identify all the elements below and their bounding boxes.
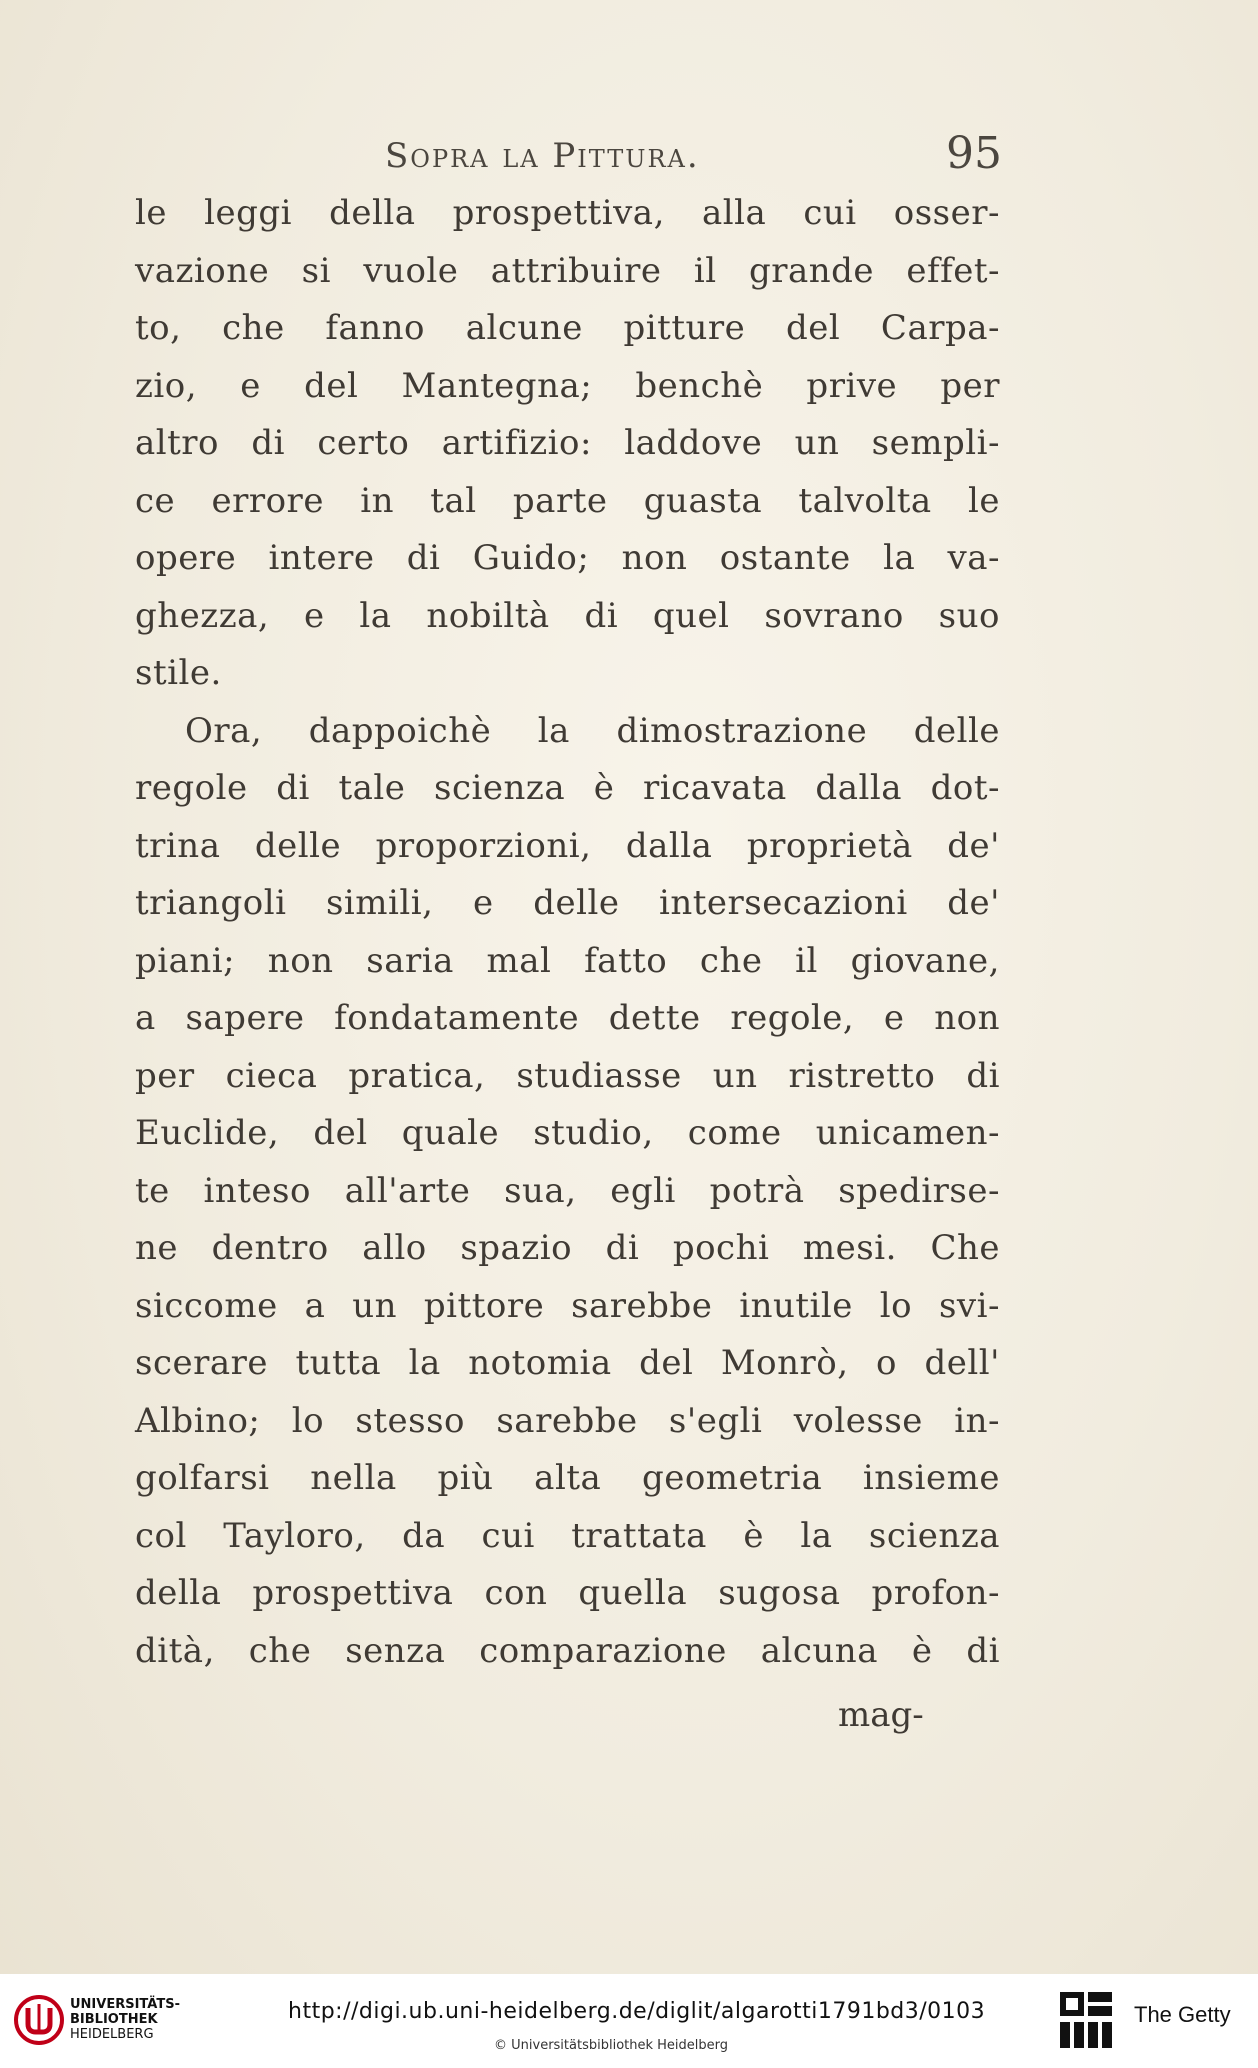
page-header [130, 128, 1010, 188]
catchword: mag- [838, 1695, 924, 1735]
text-line: a sapere fondatamente dette regole, e non [135, 998, 1000, 1038]
body-text [135, 185, 1000, 1680]
footer-bar [0, 1974, 1258, 2068]
partner-name: The Getty [1134, 2002, 1231, 2027]
text-line: col Tayloro, da cui trattata è la scienza [135, 1515, 1000, 1556]
text-line: zio, e del Mantegna; benchè prive per [135, 365, 1000, 406]
getty-logo-icon [1058, 1990, 1114, 2050]
text-line: altro di certo artifizio: laddove un sempli- [135, 423, 1000, 463]
library-name [70, 1997, 180, 2042]
library-name-line: HEIDELBERG [70, 2027, 154, 2042]
text-line: ne dentro allo spazio di pochi mesi. Che [135, 1228, 1000, 1268]
text-line: siccome a un pittore sarebbe inutile lo svi- [135, 1285, 1000, 1326]
text-line: trina delle proporzioni, dalla proprietà de' [135, 825, 1000, 866]
university-library-logo-icon [14, 1994, 64, 2046]
text-line: Euclide, del quale studio, come unicamen- [135, 1113, 1000, 1153]
text-line: scerare tutta la notomia del Monrò, o dell' [135, 1343, 1000, 1383]
library-name-line: UNIVERSITÄTS- [70, 1997, 180, 2012]
text-line: regole di tale scienza è ricavata dalla dot- [135, 768, 1000, 808]
text-line: ce errore in tal parte guasta talvolta le [135, 480, 1000, 521]
text-line: stile. [135, 653, 222, 693]
text-line: golfarsi nella più alta geometria insieme [135, 1458, 1000, 1498]
library-name-line: BIBLIOTHEK [70, 2012, 158, 2027]
text-line: le leggi della prospettiva, alla cui osser- [135, 193, 1000, 233]
text-line: ghezza, e la nobiltà di quel sovrano suo [135, 595, 1000, 636]
text-line: to, che fanno alcune pitture del Carpa- [135, 308, 1000, 348]
text-line: triangoli simili, e delle intersecazioni de' [135, 883, 1000, 923]
copyright-notice: © Universitätsbibliothek Heidelberg [494, 2038, 729, 2053]
permalink-url[interactable]: http://digi.ub.uni-heidelberg.de/diglit/algarotti1791bd3/0103 [288, 1999, 986, 2024]
page-number: 95 [946, 128, 1002, 179]
running-title: Sopra la Pittura. [385, 136, 700, 176]
text-line: te inteso all'arte sua, egli potrà spedirse- [135, 1170, 1000, 1211]
text-line: per cieca pratica, studiasse un ristretto di [135, 1055, 1000, 1096]
text-line: Albino; lo stesso sarebbe s'egli volesse in- [135, 1400, 1000, 1441]
text-line: piani; non saria mal fatto che il giovane, [135, 940, 1000, 981]
text-line: della prospettiva con quella sugosa profon- [135, 1573, 1000, 1613]
text-line: Ora, dappoichè la dimostrazione delle [185, 710, 1000, 751]
text-line: dità, che senza comparazione alcuna è di [135, 1630, 1000, 1671]
text-line: opere intere di Guido; non ostante la va- [135, 538, 1000, 578]
text-line: vazione si vuole attribuire il grande effet- [135, 250, 1000, 291]
